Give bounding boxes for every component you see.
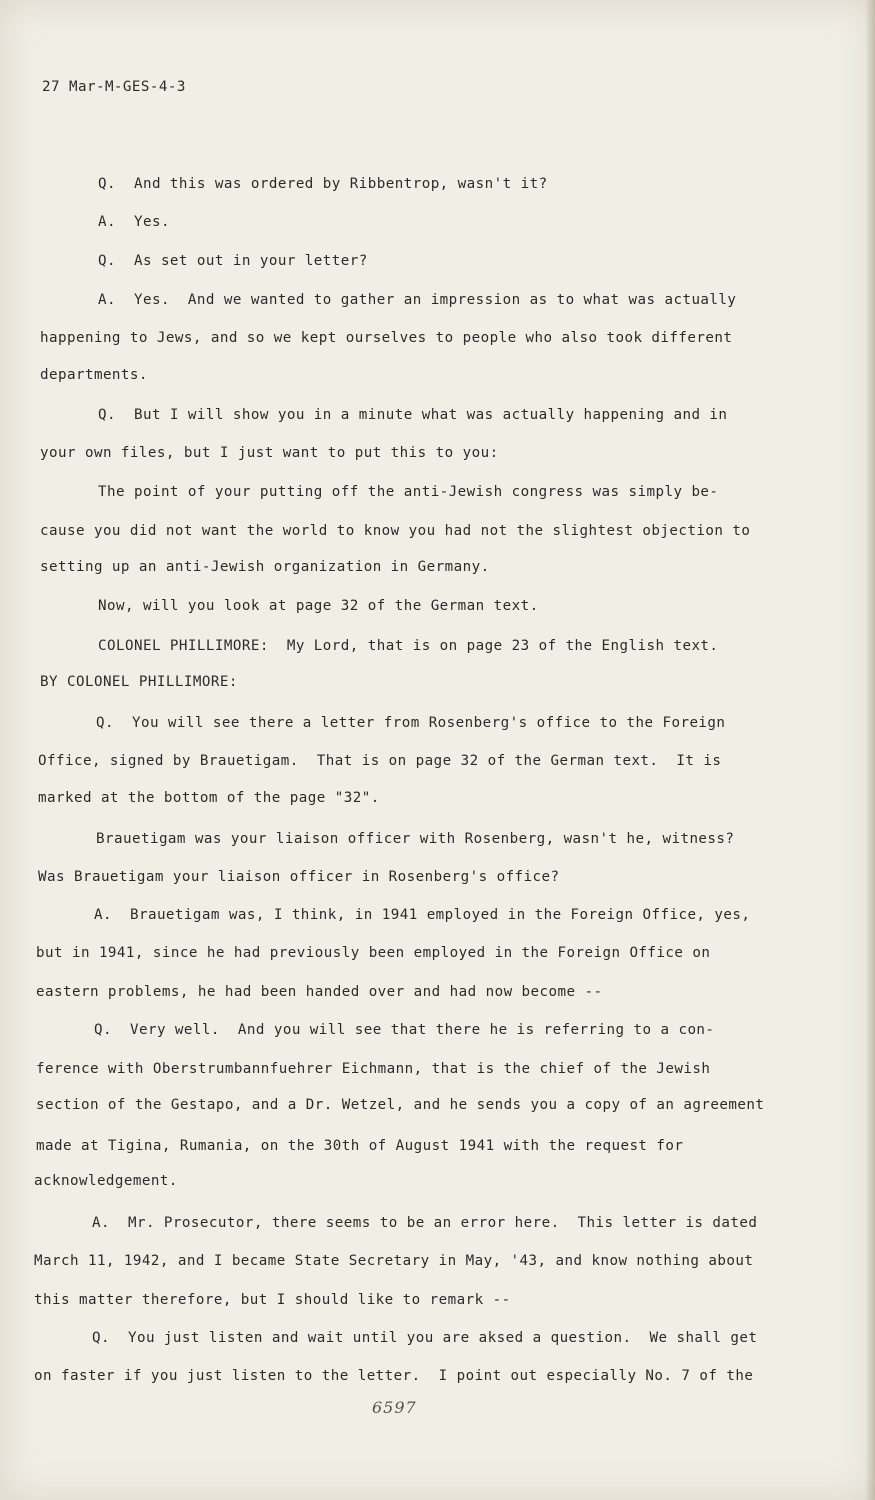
transcript-line: setting up an anti-Jewish organization in Germany. xyxy=(40,559,490,575)
transcript-line: cause you did not want the world to know you had not the slightest objection to xyxy=(40,523,751,539)
handwritten-page-number: 6597 xyxy=(372,1398,417,1417)
transcript-line: Q. And this was ordered by Ribbentrop, wasn't it? xyxy=(98,176,548,192)
transcript-line: marked at the bottom of the page "32". xyxy=(38,790,380,806)
transcript-line: section of the Gestapo, and a Dr. Wetzel, and he sends you a copy of an agreement xyxy=(36,1097,765,1113)
transcript-line: Was Brauetigam your liaison officer in Rosenberg's office? xyxy=(38,869,560,885)
transcript-line: The point of your putting off the anti-Jewish congress was simply be- xyxy=(98,484,719,500)
transcript-line: happening to Jews, and so we kept ourselves to people who also took different xyxy=(40,330,733,346)
transcript-line: A. Mr. Prosecutor, there seems to be an error here. This letter is dated xyxy=(92,1215,758,1231)
transcript-line: BY COLONEL PHILLIMORE: xyxy=(40,674,238,690)
transcript-line: COLONEL PHILLIMORE: My Lord, that is on page 23 of the English text. xyxy=(98,638,719,654)
transcript-line: this matter therefore, but I should like to remark -- xyxy=(34,1292,511,1308)
transcript-line: Q. You will see there a letter from Rosenberg's office to the Foreign xyxy=(96,715,726,731)
transcript-line: Office, signed by Brauetigam. That is on page 32 of the German text. It is xyxy=(38,753,722,769)
transcript-line: but in 1941, since he had previously been employed in the Foreign Office on xyxy=(36,945,711,961)
transcript-line: your own files, but I just want to put this to you: xyxy=(40,445,499,461)
header-code: 27 Mar-M-GES-4-3 xyxy=(42,79,186,95)
transcript-line: on faster if you just listen to the letter. I point out especially No. 7 of the xyxy=(34,1368,754,1384)
transcript-line: March 11, 1942, and I became State Secretary in May, '43, and know nothing about xyxy=(34,1253,754,1269)
transcript-line: departments. xyxy=(40,367,148,383)
transcript-line: ference with Oberstrumbannfuehrer Eichmann, that is the chief of the Jewish xyxy=(36,1061,711,1077)
transcript-line: A. Yes. xyxy=(98,214,170,230)
transcript-line: A. Brauetigam was, I think, in 1941 employed in the Foreign Office, yes, xyxy=(94,907,751,923)
transcript-line: eastern problems, he had been handed over and had now become -- xyxy=(36,984,603,1000)
transcript-line: acknowledgement. xyxy=(34,1173,178,1189)
transcript-line: A. Yes. And we wanted to gather an impression as to what was actually xyxy=(98,292,737,308)
transcript-line: Q. But I will show you in a minute what was actually happening and in xyxy=(98,407,728,423)
page-edge xyxy=(865,0,875,1500)
transcript-line: Now, will you look at page 32 of the German text. xyxy=(98,598,539,614)
transcript-line: made at Tigina, Rumania, on the 30th of August 1941 with the request for xyxy=(36,1138,684,1154)
transcript-line: Q. Very well. And you will see that there he is referring to a con- xyxy=(94,1022,715,1038)
transcript-line: Q. As set out in your letter? xyxy=(98,253,368,269)
transcript-line: Q. You just listen and wait until you are aksed a question. We shall get xyxy=(92,1330,758,1346)
transcript-line: Brauetigam was your liaison officer with Rosenberg, wasn't he, witness? xyxy=(96,831,735,847)
